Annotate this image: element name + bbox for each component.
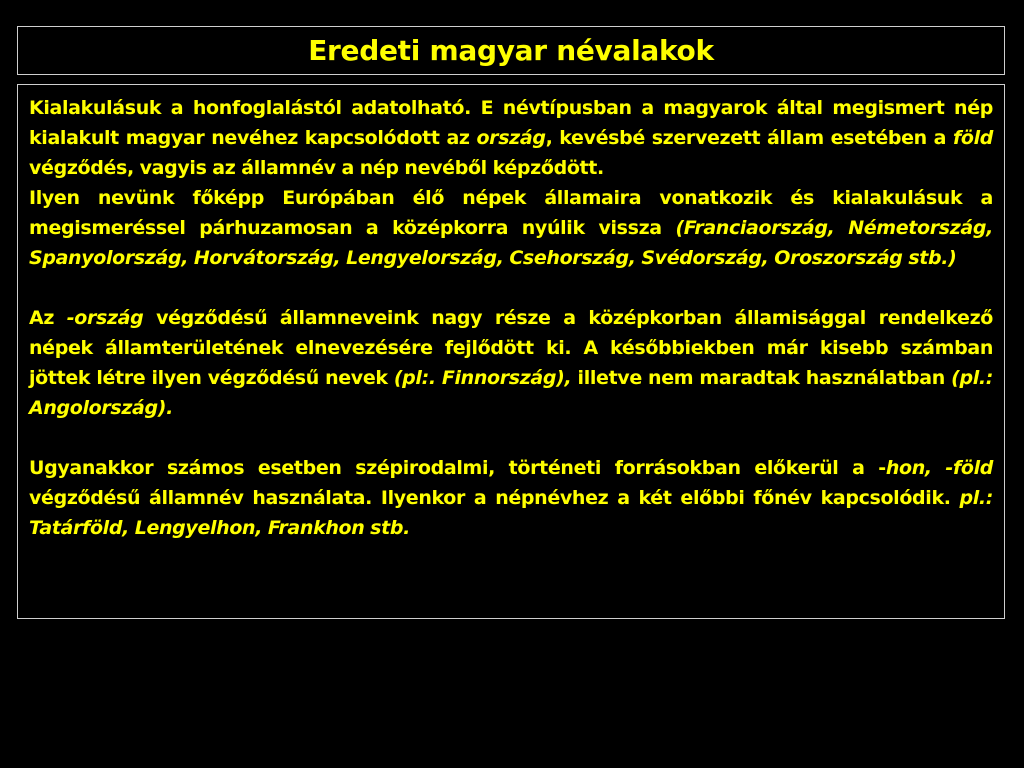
paragraph-europe bbox=[29, 183, 993, 273]
text-run: végződésű államneveink nagy része a középkorban államisággal rendelkező népek államterületének elnevezésére fejlődött ki. A későbbiekben már kisebb számban jöttek létre ilyen végződésű nevek bbox=[29, 307, 993, 389]
title-frame bbox=[17, 26, 1005, 75]
text-run: végződés, vagyis az államnév a nép nevéből képződött. bbox=[29, 157, 604, 179]
paragraph-gap bbox=[29, 423, 993, 453]
text-run: Az bbox=[29, 307, 67, 329]
italic-term: hon, -föld bbox=[885, 457, 993, 479]
italic-examples: pl.: Tatárföld, Lengyelhon, Frankhon stb. bbox=[29, 487, 993, 539]
paragraph-hon-fold bbox=[29, 453, 993, 543]
italic-term: ország bbox=[476, 127, 546, 149]
paragraph-origin bbox=[29, 93, 993, 183]
text-run: illetve nem maradtak használatban bbox=[571, 367, 952, 389]
italic-example: (pl.: Angolország). bbox=[29, 367, 993, 419]
paragraph-orszag bbox=[29, 303, 993, 423]
text-run: Ilyen nevünk főképp Európában élő népek államaira vonatkozik és kialakulásuk a megismeréssel párhuzamosan a középkorra nyúlik vissza bbox=[29, 187, 993, 239]
content-frame bbox=[17, 84, 1005, 619]
italic-term: -ország bbox=[66, 307, 144, 329]
italic-term: föld bbox=[952, 127, 994, 149]
italic-examples: (Franciaország, Németország, Spanyolország, Horvátország, Lengyelország, Csehország, Svédország, Oroszország stb.) bbox=[29, 217, 993, 269]
paragraph-gap bbox=[29, 273, 993, 303]
italic-example: (pl:. Finnország), bbox=[393, 367, 572, 389]
text-run: , kevésbé szervezett állam esetében a bbox=[545, 127, 953, 149]
slide-title: Eredeti magyar névalakok bbox=[308, 34, 714, 67]
text-run: végződésű államnév használata. Ilyenkor a népnévhez a két előbbi főnév kapcsolódik. bbox=[29, 487, 960, 509]
text-run: Ugyanakkor számos esetben szépirodalmi, történeti forrásokban előkerül a - bbox=[29, 457, 886, 479]
text-run: Kialakulásuk a honfoglalástól adatolható. E névtípusban a magyarok által megismert nép kialakult magyar nevéhez kapcsolódott az bbox=[29, 97, 993, 149]
